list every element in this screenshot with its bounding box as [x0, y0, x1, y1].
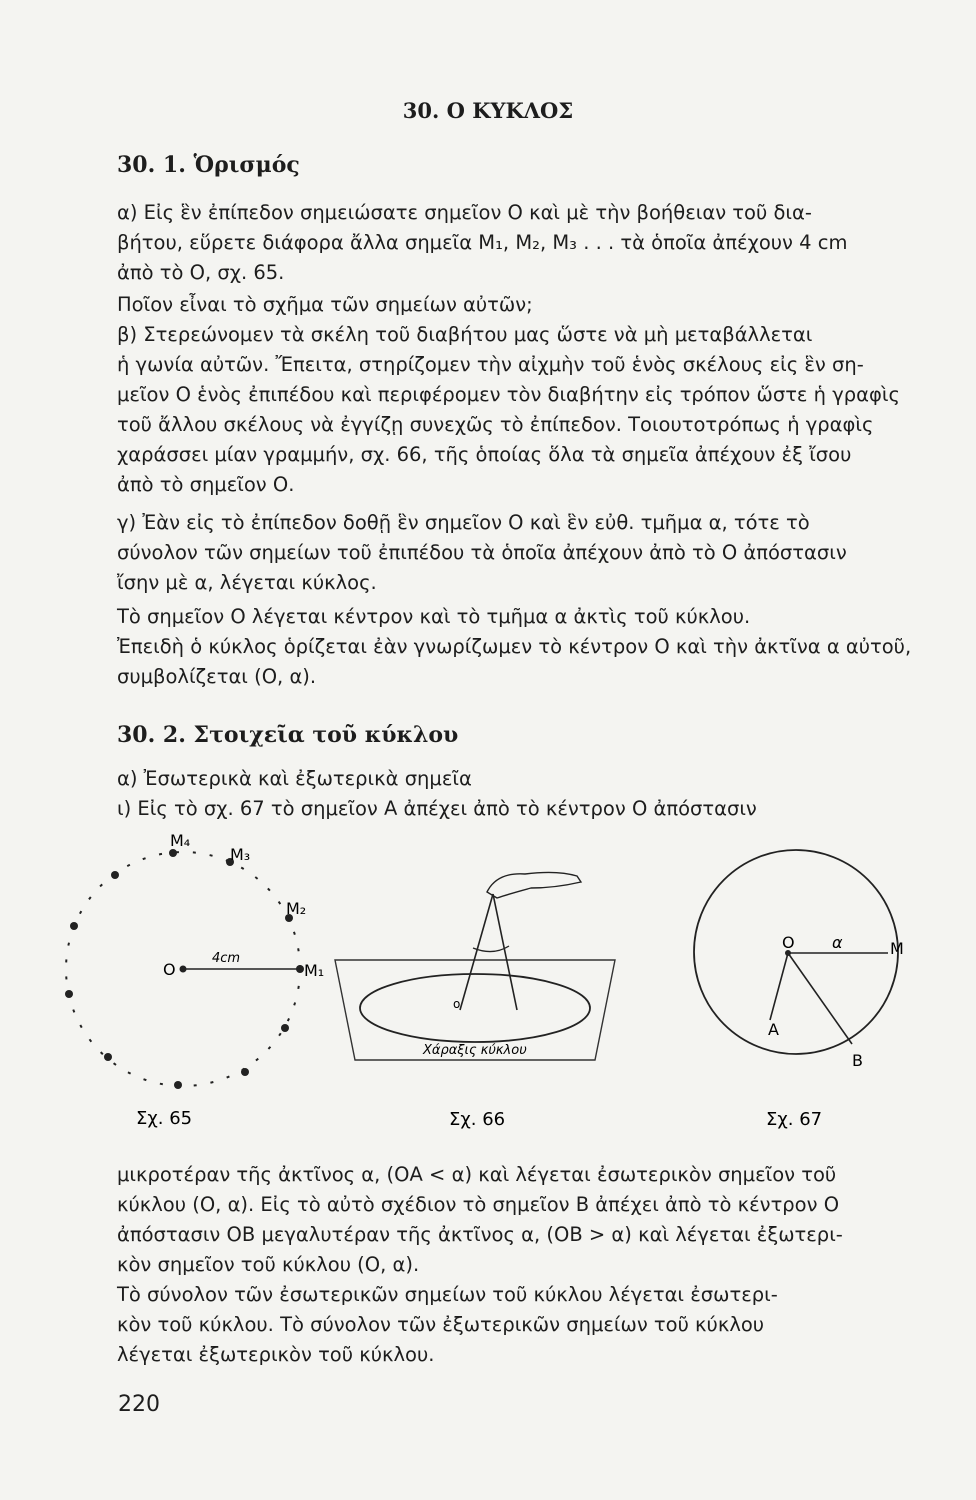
label-m2: Μ₂	[286, 899, 307, 918]
label-o: Ο	[782, 933, 795, 952]
text-line: Τὸ σύνολον τῶν ἐσωτερικῶν σημείων τοῦ κύκλου λέγεται ἐσωτερι-	[117, 1283, 778, 1306]
section-title-elements: 30. 2. Στοιχεῖα τοῦ κύκλου	[117, 722, 459, 748]
text-line: κύκλου (Ο, α). Εἰς τὸ αὐτὸ σχέδιον τὸ σημεῖον Β ἀπέχει ἀπὸ τὸ κέντρον Ο	[117, 1193, 840, 1216]
text-line: α) Εἰς ἓν ἐπίπεδον σημειώσατε σημεῖον Ο καὶ μὲ τὴν βοήθειαν τοῦ δια-	[117, 201, 812, 224]
compass-leg	[493, 894, 517, 1010]
hand-drawing	[487, 872, 581, 898]
text-line: Ἐπειδὴ ὁ κύκλος ὁρίζεται ἐὰν γνωρίζωμεν τὸ κέντρον Ο καὶ τὴν ἀκτῖνα α αὐτοῦ,	[117, 635, 912, 658]
text-line: ἀπὸ τὸ σημεῖον Ο.	[117, 473, 295, 496]
text-line: ἀπὸ τὸ Ο, σχ. 65.	[117, 261, 285, 284]
label-o-small: ο	[453, 997, 461, 1011]
text-line: μεῖον Ο ἑνὸς ἐπιπέδου καὶ περιφέρομεν τὸν διαβήτην εἰς τρόπον ὥστε ἡ γραφὶς	[117, 383, 900, 406]
text-line: ι) Εἰς τὸ σχ. 67 τὸ σημεῖον Α ἀπέχει ἀπὸ τὸ κέντρον Ο ἀπόστασιν	[117, 797, 757, 820]
text-line: ἡ γωνία αὐτῶν. Ἔπειτα, στηρίζομεν τὴν αἰχμὴν τοῦ ἑνὸς σκέλους εἰς ἓν ση-	[117, 353, 864, 376]
label-4cm: 4cm	[212, 951, 241, 966]
section-title-definition: 30. 1. Ὁρισμός	[117, 152, 300, 178]
figure-66	[325, 850, 625, 1140]
text-line: σύνολον τῶν σημείων τοῦ ἐπιπέδου τὰ ὁποῖα ἀπέχουν ἀπὸ τὸ Ο ἀπόστασιν	[117, 541, 847, 564]
label-o: Ο	[163, 960, 176, 979]
text-line: συμβολίζεται (Ο, α).	[117, 665, 317, 688]
figure-65	[60, 828, 325, 1138]
text-line: τοῦ ἄλλου σκέλους νὰ ἐγγίζῃ συνεχῶς τὸ ἐπίπεδον. Τοιουτοτρόπως ἡ γραφὶς	[117, 413, 874, 436]
text-line: μικροτέραν τῆς ἀκτῖνος α, (ΟΑ < α) καὶ λέγεται ἐσωτερικὸν σημεῖον τοῦ	[117, 1163, 837, 1186]
text-line: Ποῖον εἶναι τὸ σχῆμα τῶν σημείων αὐτῶν;	[117, 293, 533, 316]
text-line: ἀπόστασιν ΟΒ μεγαλυτέραν τῆς ἀκτῖνος α, (ΟΒ > α) καὶ λέγεται ἐξωτερι-	[117, 1223, 843, 1246]
text-line: βήτου, εὕρετε διάφορα ἄλλα σημεῖα Μ₁, Μ₂, Μ₃ . . . τὰ ὁποῖα ἀπέχουν 4 cm	[117, 231, 848, 254]
circle-outline	[694, 850, 898, 1054]
segment-ob	[788, 953, 852, 1044]
text-line: χαράσσει μίαν γραμμήν, σχ. 66, τῆς ὁποίας ὅλα τὰ σημεῖα ἀπέχουν ἐξ ἴσου	[117, 443, 852, 466]
label-tracing: Χάραξις κύκλου	[423, 1043, 527, 1058]
figure-67	[690, 850, 950, 1140]
caption-fig-67: Σχ. 67	[766, 1109, 823, 1130]
label-b: Β	[852, 1051, 863, 1070]
label-m1: Μ₁	[304, 961, 325, 980]
text-line: κὸν τοῦ κύκλου. Τὸ σύνολον τῶν ἐξωτερικῶν σημείων τοῦ κύκλου	[117, 1313, 765, 1336]
text-line: β) Στερεώνομεν τὰ σκέλη τοῦ διαβήτου μας ὥστε νὰ μὴ μεταβάλλεται	[117, 323, 813, 346]
chapter-heading: 30. Ο ΚΥΚΛΟΣ	[402, 98, 574, 123]
text-line: γ) Ἐὰν εἰς τὸ ἐπίπεδον δοθῇ ἓν σημεῖον Ο καὶ ἓν εὐθ. τμῆμα α, τότε τὸ	[117, 511, 810, 534]
caption-fig-65: Σχ. 65	[136, 1108, 193, 1129]
text-line: κὸν σημεῖον τοῦ κύκλου (Ο, α).	[117, 1253, 420, 1276]
label-a-point: Α	[768, 1020, 779, 1039]
text-line: λέγεται ἐξωτερικὸν τοῦ κύκλου.	[117, 1343, 435, 1366]
label-m3: Μ₃	[230, 845, 251, 864]
text-line: Τὸ σημεῖον Ο λέγεται κέντρον καὶ τὸ τμῆμα α ἀκτὶς τοῦ κύκλου.	[117, 605, 751, 628]
label-m: Μ	[890, 939, 904, 958]
label-m4: Μ₄	[170, 831, 191, 850]
traced-circle	[360, 974, 590, 1042]
caption-fig-66: Σχ. 66	[449, 1109, 506, 1130]
segment-oa	[770, 953, 788, 1020]
page-number: 220	[118, 1392, 160, 1417]
subheading-line: α) Ἐσωτερικὰ καὶ ἐξωτερικὰ σημεῖα	[117, 767, 472, 790]
text-line: ἴσην μὲ α, λέγεται κύκλος.	[117, 571, 377, 594]
label-a-radius: α	[832, 933, 843, 952]
